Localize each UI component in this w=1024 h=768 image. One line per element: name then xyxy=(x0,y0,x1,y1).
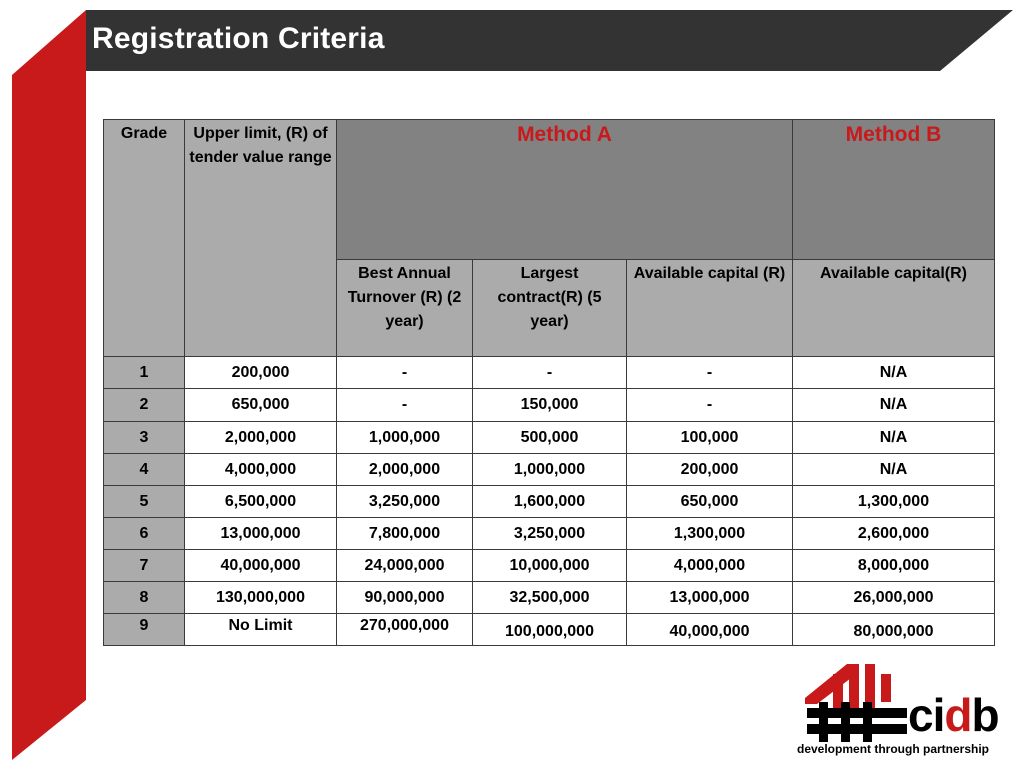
header-upper-limit: Upper limit, (R) of tender value range xyxy=(185,120,337,357)
grade-cell: 1 xyxy=(104,357,185,389)
upper-limit-cell: No Limit xyxy=(185,614,337,646)
turnover-cell: 90,000,000 xyxy=(337,582,473,614)
upper-limit-cell: 650,000 xyxy=(185,389,337,422)
turnover-cell: 24,000,000 xyxy=(337,550,473,582)
table-row xyxy=(104,582,995,614)
capital-a-cell: 100,000 xyxy=(627,422,793,454)
grade-cell: 9 xyxy=(104,614,185,646)
capital-b-cell: N/A xyxy=(793,422,995,454)
wordmark-d: d xyxy=(944,689,972,741)
capital-a-cell: 200,000 xyxy=(627,454,793,486)
header-best-annual-turnover: Best Annual Turnover (R) (2 year) xyxy=(337,260,473,357)
turnover-cell: 2,000,000 xyxy=(337,454,473,486)
table-row xyxy=(104,614,995,646)
table-row xyxy=(104,518,995,550)
contract-cell: 1,600,000 xyxy=(473,486,627,518)
capital-a-cell: 650,000 xyxy=(627,486,793,518)
logo-black-post-3 xyxy=(863,702,872,742)
upper-limit-cell: 13,000,000 xyxy=(185,518,337,550)
turnover-cell: - xyxy=(337,389,473,422)
header-method-b: Method B xyxy=(793,120,995,260)
upper-limit-cell: 6,500,000 xyxy=(185,486,337,518)
grade-cell: 8 xyxy=(104,582,185,614)
turnover-cell: 3,250,000 xyxy=(337,486,473,518)
wordmark-b: b xyxy=(971,689,999,741)
upper-limit-cell: 130,000,000 xyxy=(185,582,337,614)
turnover-cell: 7,800,000 xyxy=(337,518,473,550)
header-grade: Grade xyxy=(104,120,185,357)
capital-a-cell: - xyxy=(627,389,793,422)
contract-cell: 3,250,000 xyxy=(473,518,627,550)
grade-cell: 3 xyxy=(104,422,185,454)
table-row xyxy=(104,422,995,454)
table-row xyxy=(104,486,995,518)
table-row xyxy=(104,357,995,389)
capital-b-cell: 80,000,000 xyxy=(793,614,995,646)
contract-cell: 500,000 xyxy=(473,422,627,454)
capital-b-cell: 1,300,000 xyxy=(793,486,995,518)
logo-black-post-2 xyxy=(841,702,850,742)
contract-cell: 150,000 xyxy=(473,389,627,422)
capital-b-cell: 2,600,000 xyxy=(793,518,995,550)
header-method-a: Method A xyxy=(337,120,793,260)
table-row xyxy=(104,454,995,486)
grade-cell: 6 xyxy=(104,518,185,550)
capital-a-cell: 13,000,000 xyxy=(627,582,793,614)
contract-cell: 32,500,000 xyxy=(473,582,627,614)
wordmark-ci: ci xyxy=(908,689,945,741)
upper-limit-cell: 2,000,000 xyxy=(185,422,337,454)
capital-a-cell: 40,000,000 xyxy=(627,614,793,646)
logo-red-bar-4 xyxy=(881,674,891,702)
header-available-capital-a: Available capital (R) xyxy=(627,260,793,357)
capital-a-cell: - xyxy=(627,357,793,389)
header-available-capital-b: Available capital(R) xyxy=(793,260,995,357)
grade-cell: 7 xyxy=(104,550,185,582)
contract-cell: - xyxy=(473,357,627,389)
upper-limit-cell: 4,000,000 xyxy=(185,454,337,486)
upper-limit-cell: 40,000,000 xyxy=(185,550,337,582)
grade-cell: 2 xyxy=(104,389,185,422)
table-row xyxy=(104,389,995,422)
contract-cell: 1,000,000 xyxy=(473,454,627,486)
registration-criteria-table xyxy=(103,119,995,646)
turnover-cell: 270,000,000 xyxy=(337,614,473,646)
capital-b-cell: N/A xyxy=(793,454,995,486)
grade-cell: 4 xyxy=(104,454,185,486)
contract-cell: 100,000,000 xyxy=(473,614,627,646)
capital-a-cell: 4,000,000 xyxy=(627,550,793,582)
capital-b-cell: 26,000,000 xyxy=(793,582,995,614)
turnover-cell: 1,000,000 xyxy=(337,422,473,454)
contract-cell: 10,000,000 xyxy=(473,550,627,582)
capital-b-cell: N/A xyxy=(793,389,995,422)
upper-limit-cell: 200,000 xyxy=(185,357,337,389)
capital-b-cell: N/A xyxy=(793,357,995,389)
table-row xyxy=(104,550,995,582)
logo-black-post-1 xyxy=(819,702,828,742)
capital-b-cell: 8,000,000 xyxy=(793,550,995,582)
red-side-band xyxy=(12,10,86,760)
header-largest-contract: Largest contract(R) (5 year) xyxy=(473,260,627,357)
logo-tagline: development through partnership xyxy=(797,742,990,756)
slide-title: Registration Criteria xyxy=(92,22,385,55)
turnover-cell: - xyxy=(337,357,473,389)
cidb-wordmark xyxy=(908,690,999,740)
capital-a-cell: 1,300,000 xyxy=(627,518,793,550)
grade-cell: 5 xyxy=(104,486,185,518)
header-row-top xyxy=(104,120,995,260)
